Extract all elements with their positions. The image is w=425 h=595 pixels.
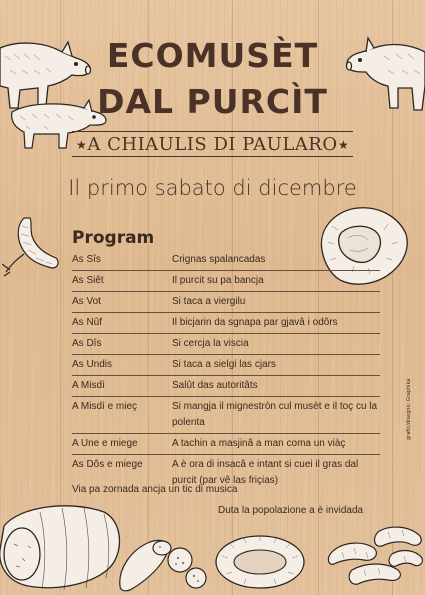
star-icon: ★ (338, 138, 349, 152)
program-row (72, 271, 380, 292)
subtitle-rule-bottom (72, 156, 353, 157)
program-time: As Sîs (72, 250, 172, 271)
designer-credit: grafic/disegno: Graphika (406, 378, 412, 440)
program-activity: A è ora di insacâ e intant si cuei il gras dal purcit (par vê las friçias) (172, 459, 359, 486)
subtitle-rule-top (72, 131, 353, 132)
program-table (72, 250, 380, 491)
program-activity: Il purcit su pa bancja (172, 271, 380, 292)
program-activity: Si cercja la viscia (172, 334, 380, 355)
music-note: Via pa zornada ancja un tic di musica (72, 484, 238, 495)
program-row (72, 250, 380, 271)
program-row (72, 376, 380, 397)
salami-roll-illustration (0, 496, 125, 595)
program-heading: Program (72, 228, 155, 248)
sausage-ring-illustration (210, 528, 310, 595)
program-time: As Siêt (72, 271, 172, 292)
program-activity: Si taca a viergilu (172, 292, 380, 313)
program-activity: Il bicjarin da sgnapa par gjavâ i odôrs (172, 313, 380, 334)
title-line-1: ECOMUSÈT (106, 36, 319, 75)
program-row (72, 292, 380, 313)
program-time: As Dîs (72, 334, 172, 355)
program-time: As Dôs e miege (72, 459, 143, 470)
program-time: A Misdì (72, 376, 172, 397)
sausages-illustration (322, 512, 425, 595)
program-row (72, 397, 380, 434)
program-row (72, 313, 380, 334)
program-row (72, 355, 380, 376)
event-date: Il primo sabato di dicembre (68, 176, 357, 200)
program-activity: A tachin a masjinâ a man coma un viàç (172, 434, 380, 455)
program-time: As Undis (72, 355, 172, 376)
sliced-salami-illustration (110, 530, 208, 595)
program-activity: Si mangja il mignestròn cul musèt e il toç cu la polenta (172, 397, 380, 434)
sausage-string-illustration (2, 212, 68, 278)
program-time: As Nûf (72, 313, 172, 334)
title-line-2: DAL PURCÌT (97, 82, 328, 121)
program-time: As Vot (72, 292, 172, 313)
program-activity: Salût das autoritâts (172, 376, 380, 397)
program-row (72, 434, 380, 455)
program-time: A Une e miege (72, 434, 172, 455)
program-activity: Crignas spalancadas (172, 250, 380, 271)
program-time: A Misdì e mieç (72, 397, 172, 434)
program-activity: Si taca a sielgi las cjars (172, 355, 380, 376)
subtitle: A CHIAULIS DI PAULARO (87, 134, 338, 155)
star-icon: ★ (76, 138, 87, 152)
invitation-note: Duta la popolazione a è invidada (218, 505, 364, 516)
program-row (72, 334, 380, 355)
